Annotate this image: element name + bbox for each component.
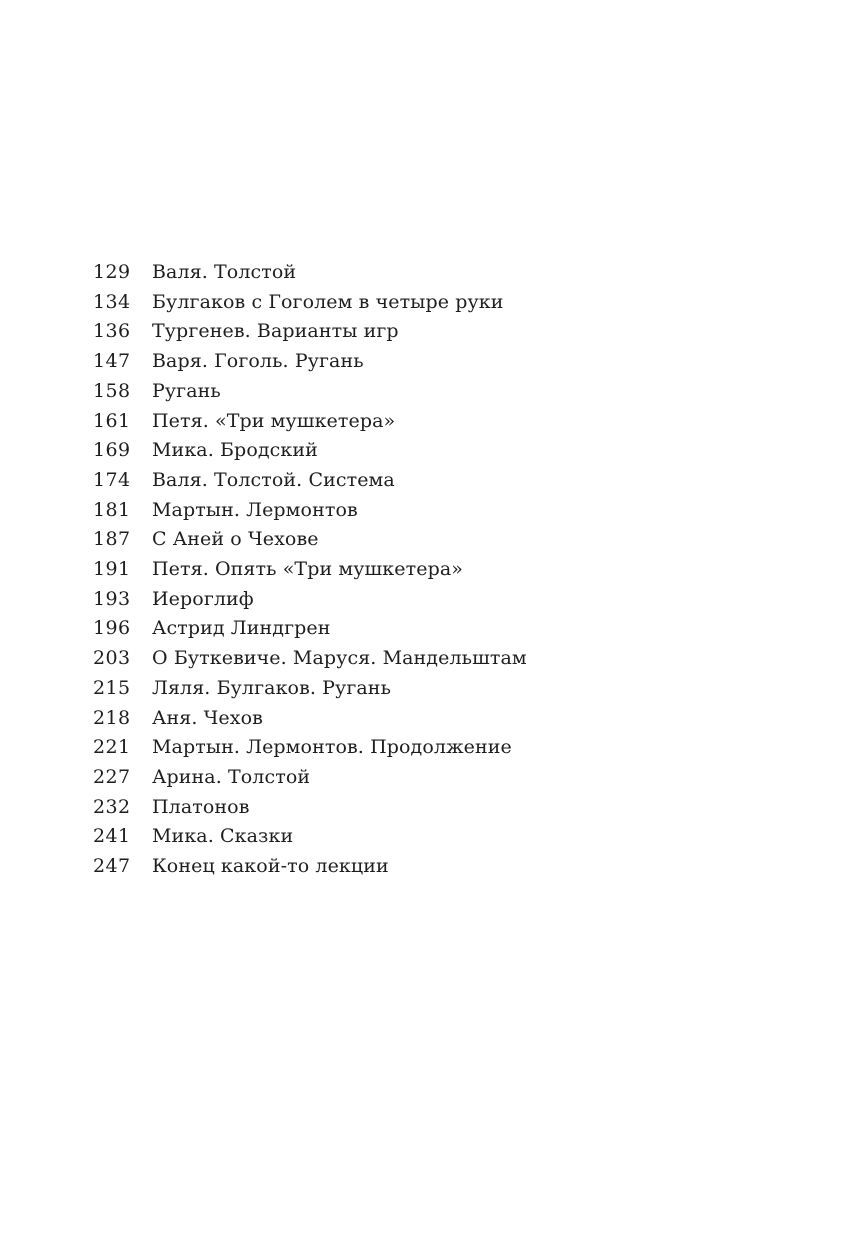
toc-entry [93,793,796,823]
toc-entry-title: Ругань [152,379,221,402]
toc-entry [93,674,796,704]
toc-entry [93,466,796,496]
toc-page-number: 191 [93,558,131,581]
toc-page-number: 196 [93,617,131,640]
toc-entry [93,436,796,466]
toc-entry-title: Ляля. Булгаков. Ругань [152,676,392,699]
toc-entry-title: Арина. Толстой [152,765,311,788]
toc-entry-title: Тургенев. Варианты игр [152,320,399,343]
toc-entry-title: Валя. Толстой. Система [152,468,395,491]
toc-entry [93,317,796,347]
toc-entry-title: Мартын. Лермонтов. Продолжение [152,736,512,759]
toc-entry [93,258,796,288]
toc-page-number: 129 [93,261,131,283]
toc-entry-title: Варя. Гоголь. Ругань [152,350,364,373]
toc-entry-title: Платонов [152,795,250,818]
toc-entry [93,733,796,763]
toc-page-number: 161 [93,409,131,432]
toc-entry [93,407,796,437]
toc-entry [93,614,796,644]
toc-page-number: 169 [93,439,131,462]
toc-entry [93,496,796,526]
toc-entry-title: Мика. Бродский [152,439,318,462]
toc-entry-title: Конец какой-то лекции [152,855,389,878]
toc-entry [93,288,796,318]
toc-page-number: 136 [93,320,131,343]
table-of-contents [93,258,796,882]
toc-entry [93,644,796,674]
toc-entry [93,585,796,615]
toc-page-number: 218 [93,706,131,729]
toc-page-number: 203 [93,647,131,670]
toc-entry-title: О Буткевиче. Маруся. Мандельштам [152,647,527,670]
toc-entry [93,704,796,734]
toc-entry-title: С Аней о Чехове [152,528,319,551]
toc-entry-title: Аня. Чехов [152,706,263,729]
toc-entry-title: Булгаков с Гоголем в четыре руки [152,290,504,313]
toc-entry [93,852,796,882]
toc-entry-title: Петя. «Три мушкетера» [152,409,396,432]
toc-entry-title: Мика. Сказки [152,825,294,848]
toc-entry [93,555,796,585]
toc-page-number: 227 [93,765,131,788]
toc-page-number: 158 [93,379,131,402]
toc-entry-title: Петя. Опять «Три мушкетера» [152,558,463,581]
toc-page-number: 147 [93,350,131,373]
toc-page-number: 241 [93,825,131,848]
toc-page-number: 232 [93,795,131,818]
toc-entry [93,347,796,377]
toc-page-number: 174 [93,468,131,491]
toc-entry [93,377,796,407]
toc-page-number: 221 [93,736,131,759]
toc-page-number: 193 [93,587,131,610]
toc-page-number: 215 [93,676,131,699]
toc-entry [93,763,796,793]
toc-page-number: 181 [93,498,131,521]
toc-page-number: 247 [93,855,131,878]
toc-entry-title: Мартын. Лермонтов [152,498,358,521]
toc-entry-title: Иероглиф [152,587,254,610]
toc-entry [93,822,796,852]
toc-entry-title: Астрид Линдгрен [152,617,331,640]
toc-entry [93,525,796,555]
toc-page-number: 134 [93,290,131,313]
toc-entry-title: Валя. Толстой [152,261,297,283]
toc-page-number: 187 [93,528,131,551]
